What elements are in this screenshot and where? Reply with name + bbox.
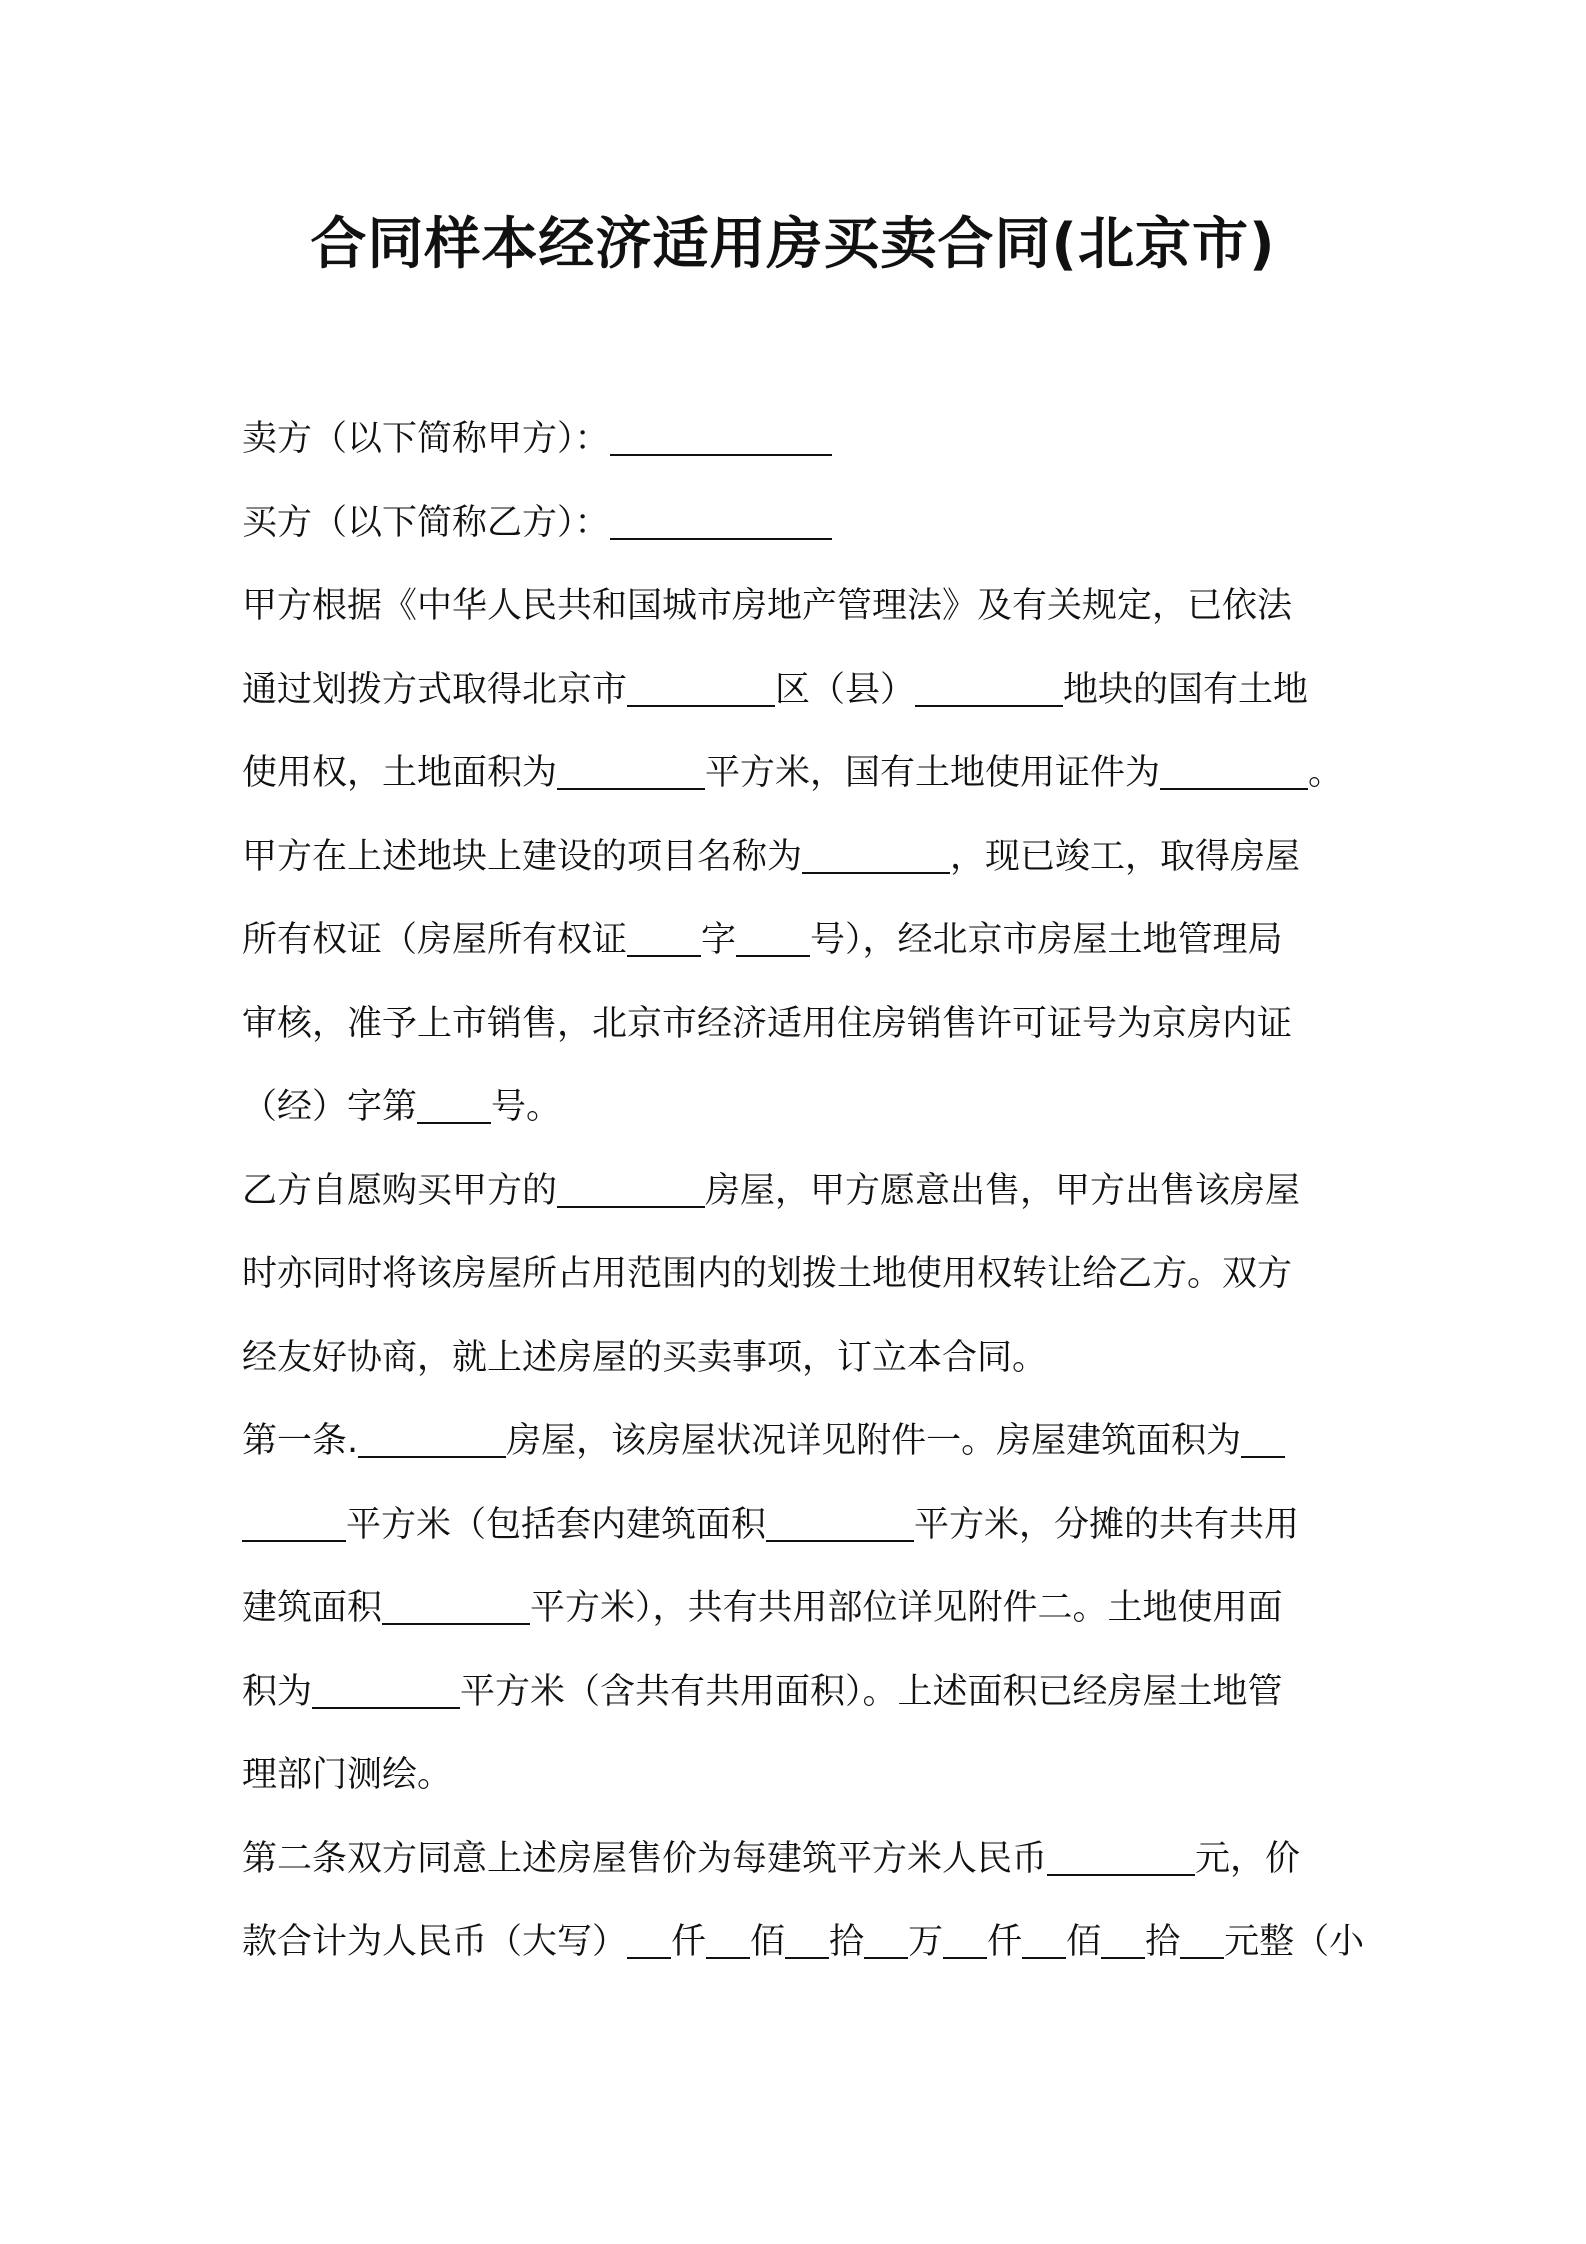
paragraph-text: 平方米（包括套内建筑面积 <box>346 1504 767 1545</box>
paragraph-text: （经）字第 <box>242 1087 418 1127</box>
paragraph-line-10 <box>242 1317 1362 1401</box>
paragraph-line-8 <box>242 1150 1362 1234</box>
amount-blank[interactable] <box>1180 1917 1224 1959</box>
amount-blank[interactable] <box>785 1917 829 1959</box>
paragraph-text: 第二条双方同意上述房屋售价为每建筑平方米人民币 <box>242 1838 1048 1879</box>
paragraph-text: 第一条. <box>242 1421 359 1461</box>
paragraph-text: 万 <box>908 1922 944 1962</box>
paragraph-text: 仟 <box>671 1922 707 1962</box>
land-use-area-blank[interactable] <box>312 1667 460 1709</box>
paragraph-text: 元整（小 <box>1224 1922 1365 1962</box>
paragraph-line-4 <box>242 816 1362 900</box>
paragraph-text: 佰 <box>1066 1922 1102 1962</box>
paragraph-line-6 <box>242 983 1362 1067</box>
article-1-line-5 <box>242 1734 1362 1818</box>
paragraph-text: 地块的国有土地 <box>1063 669 1309 710</box>
paragraph-text: 平方米），共有共用部位详见附件二。土地使用面 <box>530 1588 1283 1628</box>
land-certificate-blank[interactable] <box>1160 748 1308 790</box>
amount-blank[interactable] <box>864 1917 908 1959</box>
amount-blank[interactable] <box>943 1917 987 1959</box>
paragraph-text: 积为 <box>242 1671 313 1712</box>
amount-blank[interactable] <box>1101 1917 1145 1959</box>
paragraph-text: 建筑面积 <box>242 1588 383 1628</box>
paragraph-line-5 <box>242 899 1362 983</box>
paragraph-text: 款合计为人民币（大写） <box>242 1922 628 1962</box>
article-2-line-2 <box>242 1901 1365 1985</box>
paragraph-text: 字 <box>701 920 737 960</box>
certificate-number-blank[interactable] <box>736 915 810 957</box>
contract-body <box>242 398 1365 1985</box>
certificate-word-blank[interactable] <box>627 915 701 957</box>
building-area-blank-end[interactable] <box>242 1500 346 1542</box>
district-blank[interactable] <box>627 665 775 707</box>
paragraph-text: 所有权证（房屋所有权证 <box>242 920 628 960</box>
paragraph-text: 号），经北京市房屋土地管理局 <box>810 920 1283 960</box>
paragraph-text: 房屋，该房屋状况详见附件一。房屋建筑面积为 <box>506 1421 1242 1461</box>
house-blank[interactable] <box>557 1166 705 1208</box>
paragraph-text: 甲方在上述地块上建设的项目名称为 <box>242 836 803 877</box>
paragraph-text: 元，价 <box>1195 1838 1301 1879</box>
unit-price-blank[interactable] <box>1047 1834 1195 1876</box>
seller-label: 卖方（以下简称甲方）： <box>242 419 610 459</box>
paragraph-text: 号。 <box>491 1087 562 1127</box>
seller-blank[interactable] <box>610 414 832 456</box>
inner-area-blank[interactable] <box>766 1500 914 1542</box>
buyer-label: 买方（以下简称乙方）： <box>242 502 610 543</box>
paragraph-line-1 <box>242 565 1362 649</box>
seller-line <box>242 398 1362 482</box>
amount-blank[interactable] <box>627 1917 671 1959</box>
paragraph-line-9 <box>242 1233 1362 1317</box>
amount-blank[interactable] <box>1022 1917 1066 1959</box>
paragraph-text: ，现已竣工，取得房屋 <box>950 836 1301 877</box>
building-area-blank-start[interactable] <box>1241 1416 1285 1458</box>
paragraph-text: 区（县） <box>775 669 916 710</box>
paragraph-text: 时亦同时将该房屋所占用范围内的划拨土地使用权转让给乙方。双方 <box>242 1254 1293 1294</box>
paragraph-text: 仟 <box>987 1922 1023 1962</box>
paragraph-text: 拾 <box>1145 1922 1181 1962</box>
paragraph-text: 平方米，国有土地使用证件为 <box>705 753 1161 793</box>
article-2-line-1 <box>242 1818 1362 1902</box>
land-area-blank[interactable] <box>557 748 705 790</box>
paragraph-text: 平方米，分摊的共有共用 <box>914 1504 1300 1545</box>
paragraph-text: 乙方自愿购买甲方的 <box>242 1170 558 1211</box>
paragraph-text: 房屋，甲方愿意出售，甲方出售该房屋 <box>705 1170 1301 1211</box>
paragraph-text: 拾 <box>829 1922 865 1962</box>
article-1-line-2 <box>242 1484 1362 1568</box>
paragraph-text: 平方米（含共有共用面积）。上述面积已经房屋土地管 <box>460 1671 1283 1712</box>
amount-blank[interactable] <box>706 1917 750 1959</box>
paragraph-line-2 <box>242 649 1362 733</box>
article-1-house-blank[interactable] <box>358 1416 506 1458</box>
paragraph-text: 理部门测绘。 <box>242 1755 453 1795</box>
project-name-blank[interactable] <box>802 832 950 874</box>
paragraph-line-7 <box>242 1066 1362 1150</box>
paragraph-text: 使用权，土地面积为 <box>242 753 558 793</box>
document-title: 合同样本经济适用房买卖合同(北京市) <box>310 212 1276 277</box>
paragraph-text: 佰 <box>750 1922 786 1962</box>
paragraph-text: 通过划拨方式取得北京市 <box>242 669 628 710</box>
buyer-line <box>242 482 1362 566</box>
shared-area-blank[interactable] <box>382 1583 530 1625</box>
paragraph-text: 甲方根据《中华人民共和国城市房地产管理法》及有关规定，已依法 <box>242 586 1293 626</box>
article-1-line-4 <box>242 1651 1362 1735</box>
plot-blank[interactable] <box>915 665 1063 707</box>
paragraph-text: 经友好协商，就上述房屋的买卖事项，订立本合同。 <box>242 1337 1048 1378</box>
paragraph-text: 审核，准予上市销售，北京市经济适用住房销售许可证号为京房内证 <box>242 1003 1293 1044</box>
sales-license-number-blank[interactable] <box>417 1082 491 1124</box>
paragraph-line-3 <box>242 732 1362 816</box>
article-1-line-1 <box>242 1400 1362 1484</box>
paragraph-text: 。 <box>1308 753 1344 793</box>
article-1-line-3 <box>242 1567 1362 1651</box>
buyer-blank[interactable] <box>610 498 832 540</box>
